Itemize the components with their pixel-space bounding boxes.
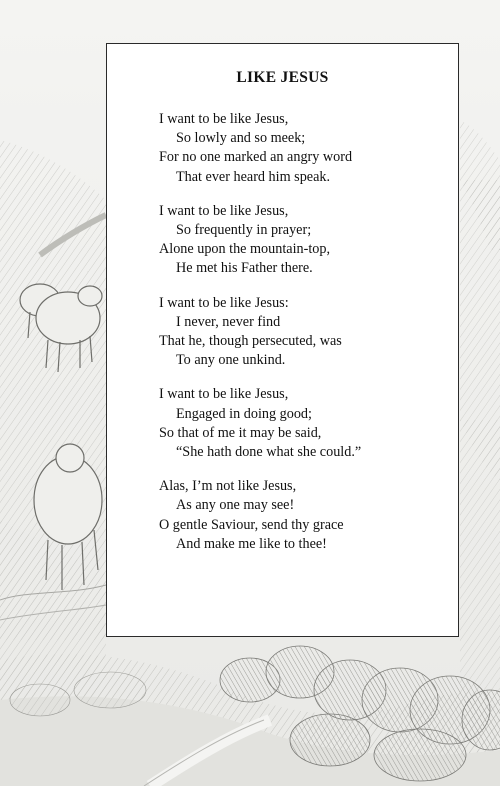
poem-line: So lowly and so meek; <box>176 130 306 147</box>
poem-line: O gentle Saviour, send thy grace <box>159 516 344 533</box>
poem-line: As any one may see! <box>176 497 295 514</box>
poem-line: I want to be like Jesus, <box>159 111 289 127</box>
poem-line: So that of me it may be said, <box>159 424 322 441</box>
poem-line: I want to be like Jesus: <box>159 294 289 311</box>
stanza <box>159 202 449 279</box>
stanza <box>159 385 449 462</box>
poem-line: So frequently in prayer; <box>176 222 312 239</box>
poem-body <box>159 110 449 569</box>
poem-line: Engaged in doing good; <box>176 405 312 422</box>
poem-line: That ever heard him speak. <box>176 168 331 185</box>
stanza <box>159 294 449 371</box>
poem-line: He met his Father there. <box>176 260 313 277</box>
poem-line: “She hath done what she could.” <box>176 444 362 461</box>
poem-line: I want to be like Jesus, <box>159 386 289 403</box>
poem-line: For no one marked an angry word <box>159 149 353 166</box>
stanza <box>159 477 449 554</box>
poem-line: To any one unkind. <box>176 352 286 369</box>
poem-line: I never, never find <box>176 313 281 330</box>
poem-line: I want to be like Jesus, <box>159 202 289 219</box>
poem-panel <box>106 43 459 637</box>
poem-line: Alas, I’m not like Jesus, <box>159 478 297 495</box>
poem-line: That he, though persecuted, was <box>159 333 342 350</box>
stanza <box>159 110 449 187</box>
poem-line: And make me like to thee! <box>176 535 327 552</box>
poem-title: LIKE JESUS <box>236 69 329 86</box>
poem-line: Alone upon the mountain-top, <box>159 241 331 258</box>
